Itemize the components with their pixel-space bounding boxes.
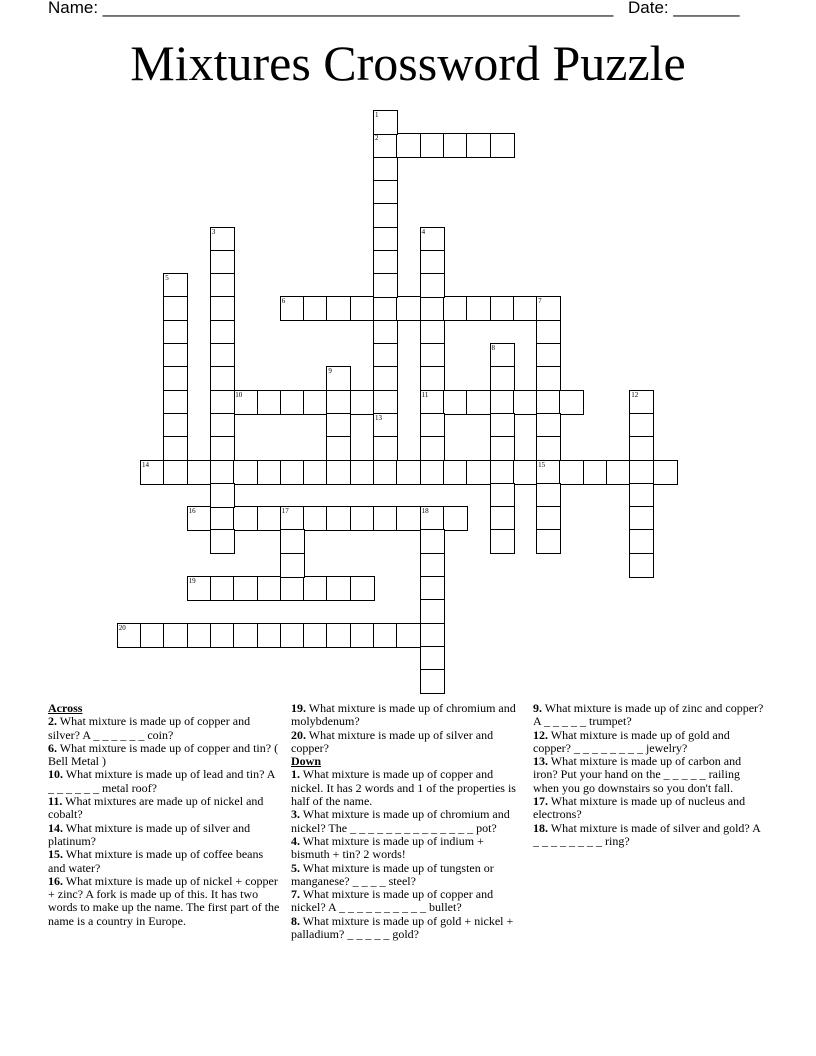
crossword-cell[interactable] [536,483,561,508]
clue-number-label: 19 [188,577,196,585]
clue-number: 18. [533,820,548,835]
crossword-cell[interactable] [629,436,654,461]
clue-number: 7. [291,887,300,902]
crossword-cell[interactable] [210,436,235,461]
crossword-cell[interactable] [210,460,235,485]
clue-number: 1. [291,767,300,782]
clue-text: What mixture is made up of silver and platinum? [48,820,251,848]
clue-down-5 [291,862,523,889]
crossword-cell[interactable] [303,576,328,601]
clue-across-20 [291,729,523,756]
crossword-cell[interactable] [653,460,678,485]
crossword-cell[interactable] [490,296,515,321]
crossword-cell[interactable] [559,460,584,485]
across-heading: Across [48,701,83,715]
name-field-label: Name: ______________________________________________________ [48,0,614,17]
crossword-cell[interactable] [420,436,445,461]
crossword-cell[interactable] [490,366,515,391]
clue-number: 12. [533,727,548,742]
clue-across-19 [291,702,523,729]
crossword-cell[interactable] [513,390,538,415]
clue-text: What mixture is made up of copper and nickel? A _ _ _ _ _ _ _ _ _ _ bullet? [291,887,494,915]
crossword-cell[interactable] [536,506,561,531]
crossword-cell[interactable] [536,366,561,391]
clue-number: 16. [48,873,63,888]
clue-text: What mixture is made up of silver and copper? [291,727,494,755]
crossword-cell[interactable] [420,599,445,624]
crossword-cell[interactable] [373,273,398,298]
clue-text: What mixture is made up of lead and tin? A _ _ _ _ _ _ metal roof? [48,767,275,795]
down-heading: Down [291,754,322,769]
crossword-cell[interactable] [210,343,235,368]
clues-column-3 [533,702,765,848]
crossword-cell[interactable] [490,436,515,461]
clue-number: 14. [48,820,63,835]
crossword-cell[interactable] [257,623,282,648]
clue-down-4 [291,835,523,862]
clue-number-label: 3 [211,227,216,236]
clue-number-label: 7 [538,297,542,306]
crossword-cell[interactable] [583,460,608,485]
clue-across-6 [48,742,280,769]
crossword-cell[interactable] [396,460,421,485]
clue-number: 3. [291,807,300,822]
crossword-cell[interactable] [536,390,561,415]
clue-text: What mixture is made up of copper and tin? ( Bell Metal ) [48,740,279,769]
clue-across-10 [48,768,280,795]
crossword-cell[interactable] [373,296,398,321]
clue-text: What mixture is made up of chromium and molybdenum? [291,701,516,729]
crossword-cell[interactable] [466,133,491,158]
crossword-cell[interactable] [559,390,584,415]
crossword-cell[interactable] [257,506,282,531]
crossword-cell[interactable] [490,413,515,438]
crossword-cell[interactable] [326,506,351,531]
clue-down-17 [533,795,765,822]
clue-number-label: 1 [375,111,379,119]
crossword-cell[interactable] [629,529,654,554]
crossword-cell[interactable] [163,390,188,415]
clue-number: 15. [48,847,63,862]
crossword-cell[interactable] [443,390,468,415]
crossword-cell[interactable] [326,413,351,438]
crossword-cell[interactable] [210,506,235,531]
crossword-cell[interactable] [396,506,421,531]
crossword-cell[interactable] [350,296,375,321]
crossword-cell[interactable] [420,250,445,275]
crossword-cell[interactable] [629,483,654,508]
crossword-cell[interactable] [350,506,375,531]
crossword-cell[interactable] [420,273,445,298]
crossword-cell[interactable] [420,669,445,694]
crossword-cell[interactable] [303,623,328,648]
crossword-cell[interactable] [513,296,538,321]
crossword-cell[interactable] [443,506,468,531]
crossword-cell[interactable] [303,506,328,531]
clue-number: 10. [48,767,63,782]
crossword-cell[interactable] [280,460,305,485]
crossword-cell[interactable] [420,529,445,554]
crossword-cell[interactable] [536,343,561,368]
crossword-cell[interactable] [490,506,515,531]
crossword-cell[interactable] [210,413,235,438]
clue-number-label: 5 [165,274,169,283]
crossword-cell[interactable] [420,460,445,485]
crossword-cell[interactable] [490,483,515,508]
crossword-cell[interactable] [466,460,491,485]
clue-number-label: 18 [421,507,429,516]
crossword-cell[interactable] [280,553,305,578]
clue-number: 19. [291,701,306,715]
clue-down-9 [533,702,765,729]
crossword-cell[interactable] [536,320,561,345]
across-clues-part-1 [48,715,280,928]
crossword-cell[interactable] [396,296,421,321]
crossword-cell[interactable] [350,390,375,415]
crossword-cell[interactable] [257,576,282,601]
clue-text: What mixture is made up of tungsten or manganese? _ _ _ _ steel? [291,860,494,888]
clue-down-12 [533,729,765,756]
crossword-cell[interactable] [233,623,258,648]
clue-number-label: 6 [281,297,286,306]
clue-text: What mixture is made of silver and gold? A _ _ _ _ _ _ _ _ ring? [533,820,761,848]
clue-number: 2. [48,714,57,729]
crossword-cell[interactable] [163,460,188,485]
crossword-cell[interactable] [629,553,654,578]
crossword-cell[interactable] [373,436,398,461]
crossword-cell[interactable] [210,273,235,298]
clue-number: 13. [533,754,548,769]
clue-number-label: 11 [421,390,429,399]
crossword-cell[interactable] [210,623,235,648]
clue-number: 17. [533,794,548,809]
clue-number-label: 17 [281,507,289,516]
crossword-cell[interactable] [396,133,421,158]
crossword-cell[interactable] [629,460,654,485]
crossword-cell[interactable] [350,576,375,601]
crossword-cell[interactable] [303,460,328,485]
clue-number: 8. [291,913,300,928]
clue-number-label: 12 [631,390,639,399]
clue-down-13 [533,755,765,795]
crossword-cell[interactable] [280,529,305,554]
clue-text: What mixture is made up of zinc and copper? A _ _ _ _ _ trumpet? [533,701,764,729]
crossword-cell[interactable] [420,646,445,671]
clue-number-label: 15 [538,460,546,469]
crossword-cell[interactable] [233,506,258,531]
crossword-cell[interactable] [536,413,561,438]
clue-number-label: 14 [142,460,149,469]
crossword-cell[interactable] [326,623,351,648]
crossword-cell[interactable] [373,366,398,391]
clue-text: What mixture is made up of nickel + copper + zinc? A fork is made up of this. It has two words to make up the name. The first part of the name is a country in Europe. [48,873,280,928]
clue-number-label: 8 [491,344,495,352]
clue-number: 4. [291,833,300,848]
crossword-cell[interactable] [373,320,398,345]
crossword-cell[interactable] [210,576,235,601]
crossword-cell[interactable] [373,180,398,205]
crossword-cell[interactable] [420,576,445,601]
clue-down-18 [533,822,765,849]
clue-text: What mixture is made up of copper and nickel. It has 2 words and 1 of the properties is half of the name. [291,767,516,809]
crossword-cell[interactable] [163,436,188,461]
crossword-cell[interactable] [210,529,235,554]
clue-number-label: 16 [188,507,196,516]
clue-text: What mixture is made up of carbon and iron? Put your hand on the _ _ _ _ _ railing when you go downstairs so you don't fall. [533,754,742,795]
crossword-cell[interactable] [420,320,445,345]
clue-across-16 [48,875,280,928]
crossword-cell[interactable] [280,623,305,648]
crossword-cell[interactable] [373,506,398,531]
crossword-cell[interactable] [629,413,654,438]
crossword-cell[interactable] [373,250,398,275]
clue-across-2 [48,715,280,742]
crossword-cell[interactable] [629,506,654,531]
crossword-cell[interactable] [420,366,445,391]
crossword-cell[interactable] [513,460,538,485]
crossword-cell[interactable] [280,576,305,601]
crossword-cell[interactable] [257,390,282,415]
clues-column-1 [48,702,280,928]
clues-column-2 [291,702,523,941]
crossword-cell[interactable] [210,366,235,391]
crossword-cell[interactable] [210,483,235,508]
crossword-cell[interactable] [420,553,445,578]
clue-number: 9. [533,701,542,715]
crossword-cell[interactable] [303,390,328,415]
clue-text: What mixture is made up of coffee beans and water? [48,847,264,875]
clue-text: What mixtures are made up of nickel and cobalt? [48,794,264,822]
crossword-cell[interactable] [280,390,305,415]
crossword-cell[interactable] [466,390,491,415]
crossword-cell[interactable] [606,460,631,485]
crossword-cell[interactable] [396,623,421,648]
crossword-cell[interactable] [490,529,515,554]
crossword-cell[interactable] [420,133,445,158]
clue-number-label: 13 [375,413,382,422]
crossword-cell[interactable] [326,460,351,485]
crossword-cell[interactable] [163,623,188,648]
clue-across-14 [48,822,280,849]
clue-down-3 [291,808,523,835]
date-field-label: Date: _______ [628,0,740,17]
clue-number: 20. [291,727,306,742]
crossword-cell[interactable] [210,250,235,275]
clue-number-label: 20 [118,623,126,632]
clue-across-11 [48,795,280,822]
crossword-cell[interactable] [373,203,398,228]
clue-number: 6. [48,740,57,755]
crossword-cell[interactable] [163,366,188,391]
crossword-cell[interactable] [373,157,398,182]
crossword-cell[interactable] [187,460,212,485]
crossword-cell[interactable] [536,436,561,461]
crossword-cell[interactable] [443,133,468,158]
crossword-cell[interactable] [443,296,468,321]
crossword-cell[interactable] [420,413,445,438]
crossword-cell[interactable] [490,460,515,485]
crossword-cell[interactable] [373,623,398,648]
crossword-cell[interactable] [443,460,468,485]
crossword-cell[interactable] [233,460,258,485]
crossword-cell[interactable] [373,343,398,368]
crossword-cell[interactable] [257,460,282,485]
clue-number: 11. [48,794,63,809]
crossword-cell[interactable] [490,390,515,415]
clue-down-1 [291,768,523,808]
clue-down-8 [291,915,523,942]
crossword-cell[interactable] [210,296,235,321]
crossword-cell[interactable] [420,296,445,321]
clue-text: What mixture is made up of chromium and nickel? The _ _ _ _ _ _ _ _ _ _ _ _ _ _ pot? [291,807,510,835]
clue-number-label: 4 [421,227,426,236]
crossword-cell[interactable] [163,343,188,368]
crossword-cell[interactable] [326,296,351,321]
crossword-cell[interactable] [373,227,398,252]
crossword-cell[interactable] [187,623,212,648]
clue-number-label: 9 [328,367,332,376]
clue-across-15 [48,848,280,875]
clue-text: What mixture is made up of copper and silver? A _ _ _ _ _ _ coin? [48,714,251,742]
crossword-cell[interactable] [373,460,398,485]
clue-number-label: 2 [375,134,379,143]
clue-text: What mixture is made up of indium + bismuth + tin? 2 words! [291,833,484,862]
crossword-cell[interactable] [163,296,188,321]
clue-text: What mixture is made up of nucleus and electrons? [533,794,746,822]
crossword-cell[interactable] [163,320,188,345]
clue-number-label: 10 [235,390,243,399]
crossword-cell[interactable] [233,576,258,601]
crossword-cell[interactable] [163,413,188,438]
crossword-cell[interactable] [373,390,398,415]
page-title: Mixtures Crossword Puzzle [130,35,686,91]
clue-down-7 [291,888,523,915]
crossword-cell[interactable] [326,436,351,461]
crossword-cell[interactable] [420,623,445,648]
crossword-cell[interactable] [210,320,235,345]
crossword-cell[interactable] [326,390,351,415]
clue-text: What mixture is made up of gold + nickel + palladium? _ _ _ _ _ gold? [291,913,514,942]
clue-text: What mixture is made up of gold and copper? _ _ _ _ _ _ _ _ jewelry? [533,727,730,755]
crossword-cell[interactable] [466,296,491,321]
crossword-cell[interactable] [326,576,351,601]
crossword-cell[interactable] [140,623,165,648]
crossword-cell[interactable] [350,460,375,485]
crossword-cell[interactable] [303,296,328,321]
crossword-cell[interactable] [490,133,515,158]
clue-number: 5. [291,860,300,875]
crossword-cell[interactable] [536,529,561,554]
crossword-cell[interactable] [350,623,375,648]
crossword-cell[interactable] [420,343,445,368]
crossword-cell[interactable] [210,390,235,415]
